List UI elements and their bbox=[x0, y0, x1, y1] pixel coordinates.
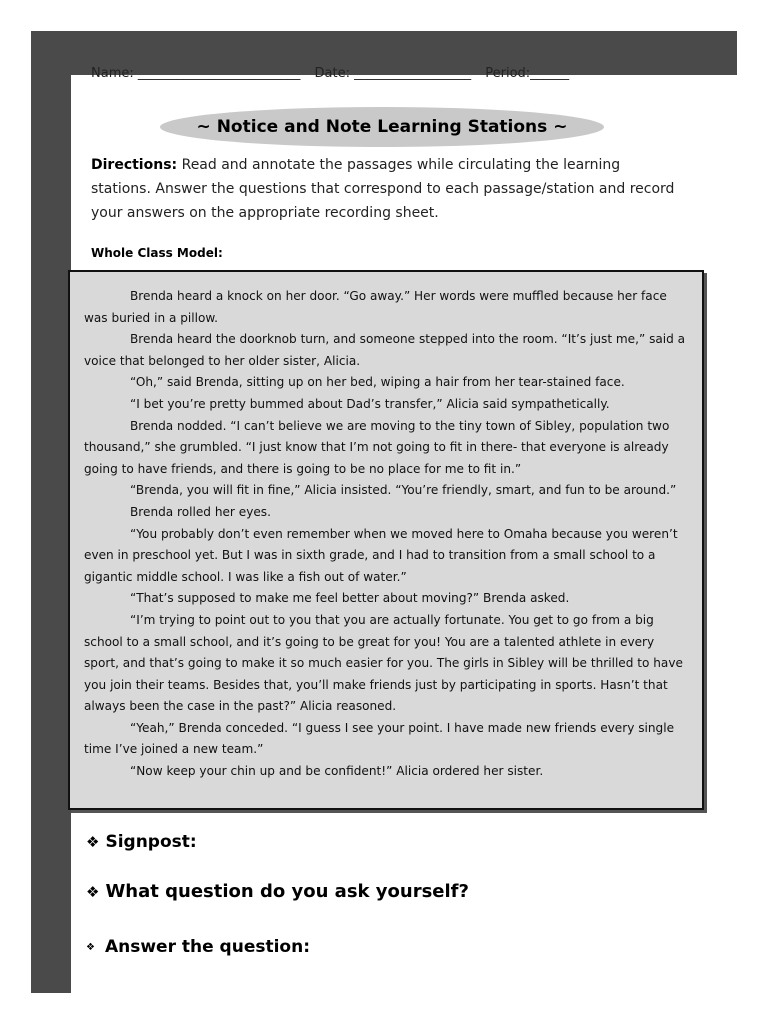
diamond-bullet-icon: ❖ bbox=[86, 883, 100, 901]
directions-text: Read and annotate the passages while circulating the learning stations. Answer the questions that correspond to each passage/station and record your answers on the appropriate recording sheet. bbox=[91, 157, 675, 221]
ask-yourself-prompt bbox=[86, 881, 469, 902]
ask-yourself-prompt-text: What question do you ask yourself? bbox=[105, 881, 469, 902]
directions-label: Directions: bbox=[91, 157, 178, 173]
passage-paragraph: “Yeah,” Brenda conceded. “I guess I see your point. I have made new friends every single time I’ve joined a new team.” bbox=[84, 720, 675, 757]
signpost-prompt-text: Signpost: bbox=[105, 832, 197, 852]
passage-paragraph: Brenda rolled her eyes. bbox=[130, 504, 271, 519]
passage-paragraph: “Brenda, you will fit in fine,” Alicia insisted. “You’re friendly, smart, and fun to be around.” bbox=[130, 483, 677, 498]
passage-paragraph: Brenda heard the doorknob turn, and someone stepped into the room. “It’s just me,” said a voice that belonged to her older sister, Alicia. bbox=[84, 332, 686, 368]
diamond-bullet-icon: ❖ bbox=[86, 833, 100, 851]
diamond-bullet-icon: ❖ bbox=[86, 942, 95, 953]
passage-paragraph: “Now keep your chin up and be confident!” Alicia ordered her sister. bbox=[130, 764, 544, 779]
period-field-label: Period:______ bbox=[485, 66, 570, 81]
passage-paragraph: Brenda heard a knock on her door. “Go away.” Her words were muffled because her face was buried in a pillow. bbox=[84, 289, 667, 325]
answer-prompt-text: Answer the question: bbox=[104, 937, 311, 957]
name-field-label: Name: _________________________ bbox=[91, 66, 301, 81]
passage-paragraph: “I bet you’re pretty bummed about Dad’s transfer,” Alicia said sympathetically. bbox=[130, 396, 610, 411]
passage-paragraph: “You probably don’t even remember when we moved here to Omaha because you weren’t even in preschool yet. But I was in sixth grade, and I had to transition from a small school to a gigantic middle school. I was like a fish out of water.” bbox=[84, 526, 678, 584]
passage-paragraph: Brenda nodded. “I can’t believe we are moving to the tiny town of Sibley, population two thousand,” she grumbled. “I just know that I’m not going to fit in there- that everyone is already going to have friends, and there is going to be no place for me to fit in.” bbox=[84, 418, 670, 476]
whole-class-model-label: Whole Class Model: bbox=[91, 246, 223, 260]
date-field-label: Date: __________________ bbox=[314, 66, 472, 81]
directions-paragraph bbox=[91, 153, 681, 225]
signpost-prompt bbox=[86, 832, 197, 852]
passage-paragraph: “I’m trying to point out to you that you are actually fortunate. You get to go from a big school to a small school, and it’s going to be great for you! You are a talented athlete in every sport, and that’s going to make it so much easier for you. The girls in Sibley will be thrilled to have you join their teams. Besides that, you’ll make friends just by participating in sports. Hasn’t that always been the case in the past?” Alicia reasoned. bbox=[84, 612, 683, 714]
worksheet-title bbox=[160, 107, 604, 147]
reading-passage bbox=[68, 270, 704, 810]
answer-prompt bbox=[86, 937, 310, 957]
student-info-line bbox=[91, 66, 579, 81]
worksheet-title-text: ~ Notice and Note Learning Stations ~ bbox=[196, 117, 568, 137]
passage-paragraph: “Oh,” said Brenda, sitting up on her bed, wiping a hair from her tear-stained face. bbox=[130, 375, 625, 390]
passage-paragraph: “That’s supposed to make me feel better about moving?” Brenda asked. bbox=[130, 591, 570, 606]
